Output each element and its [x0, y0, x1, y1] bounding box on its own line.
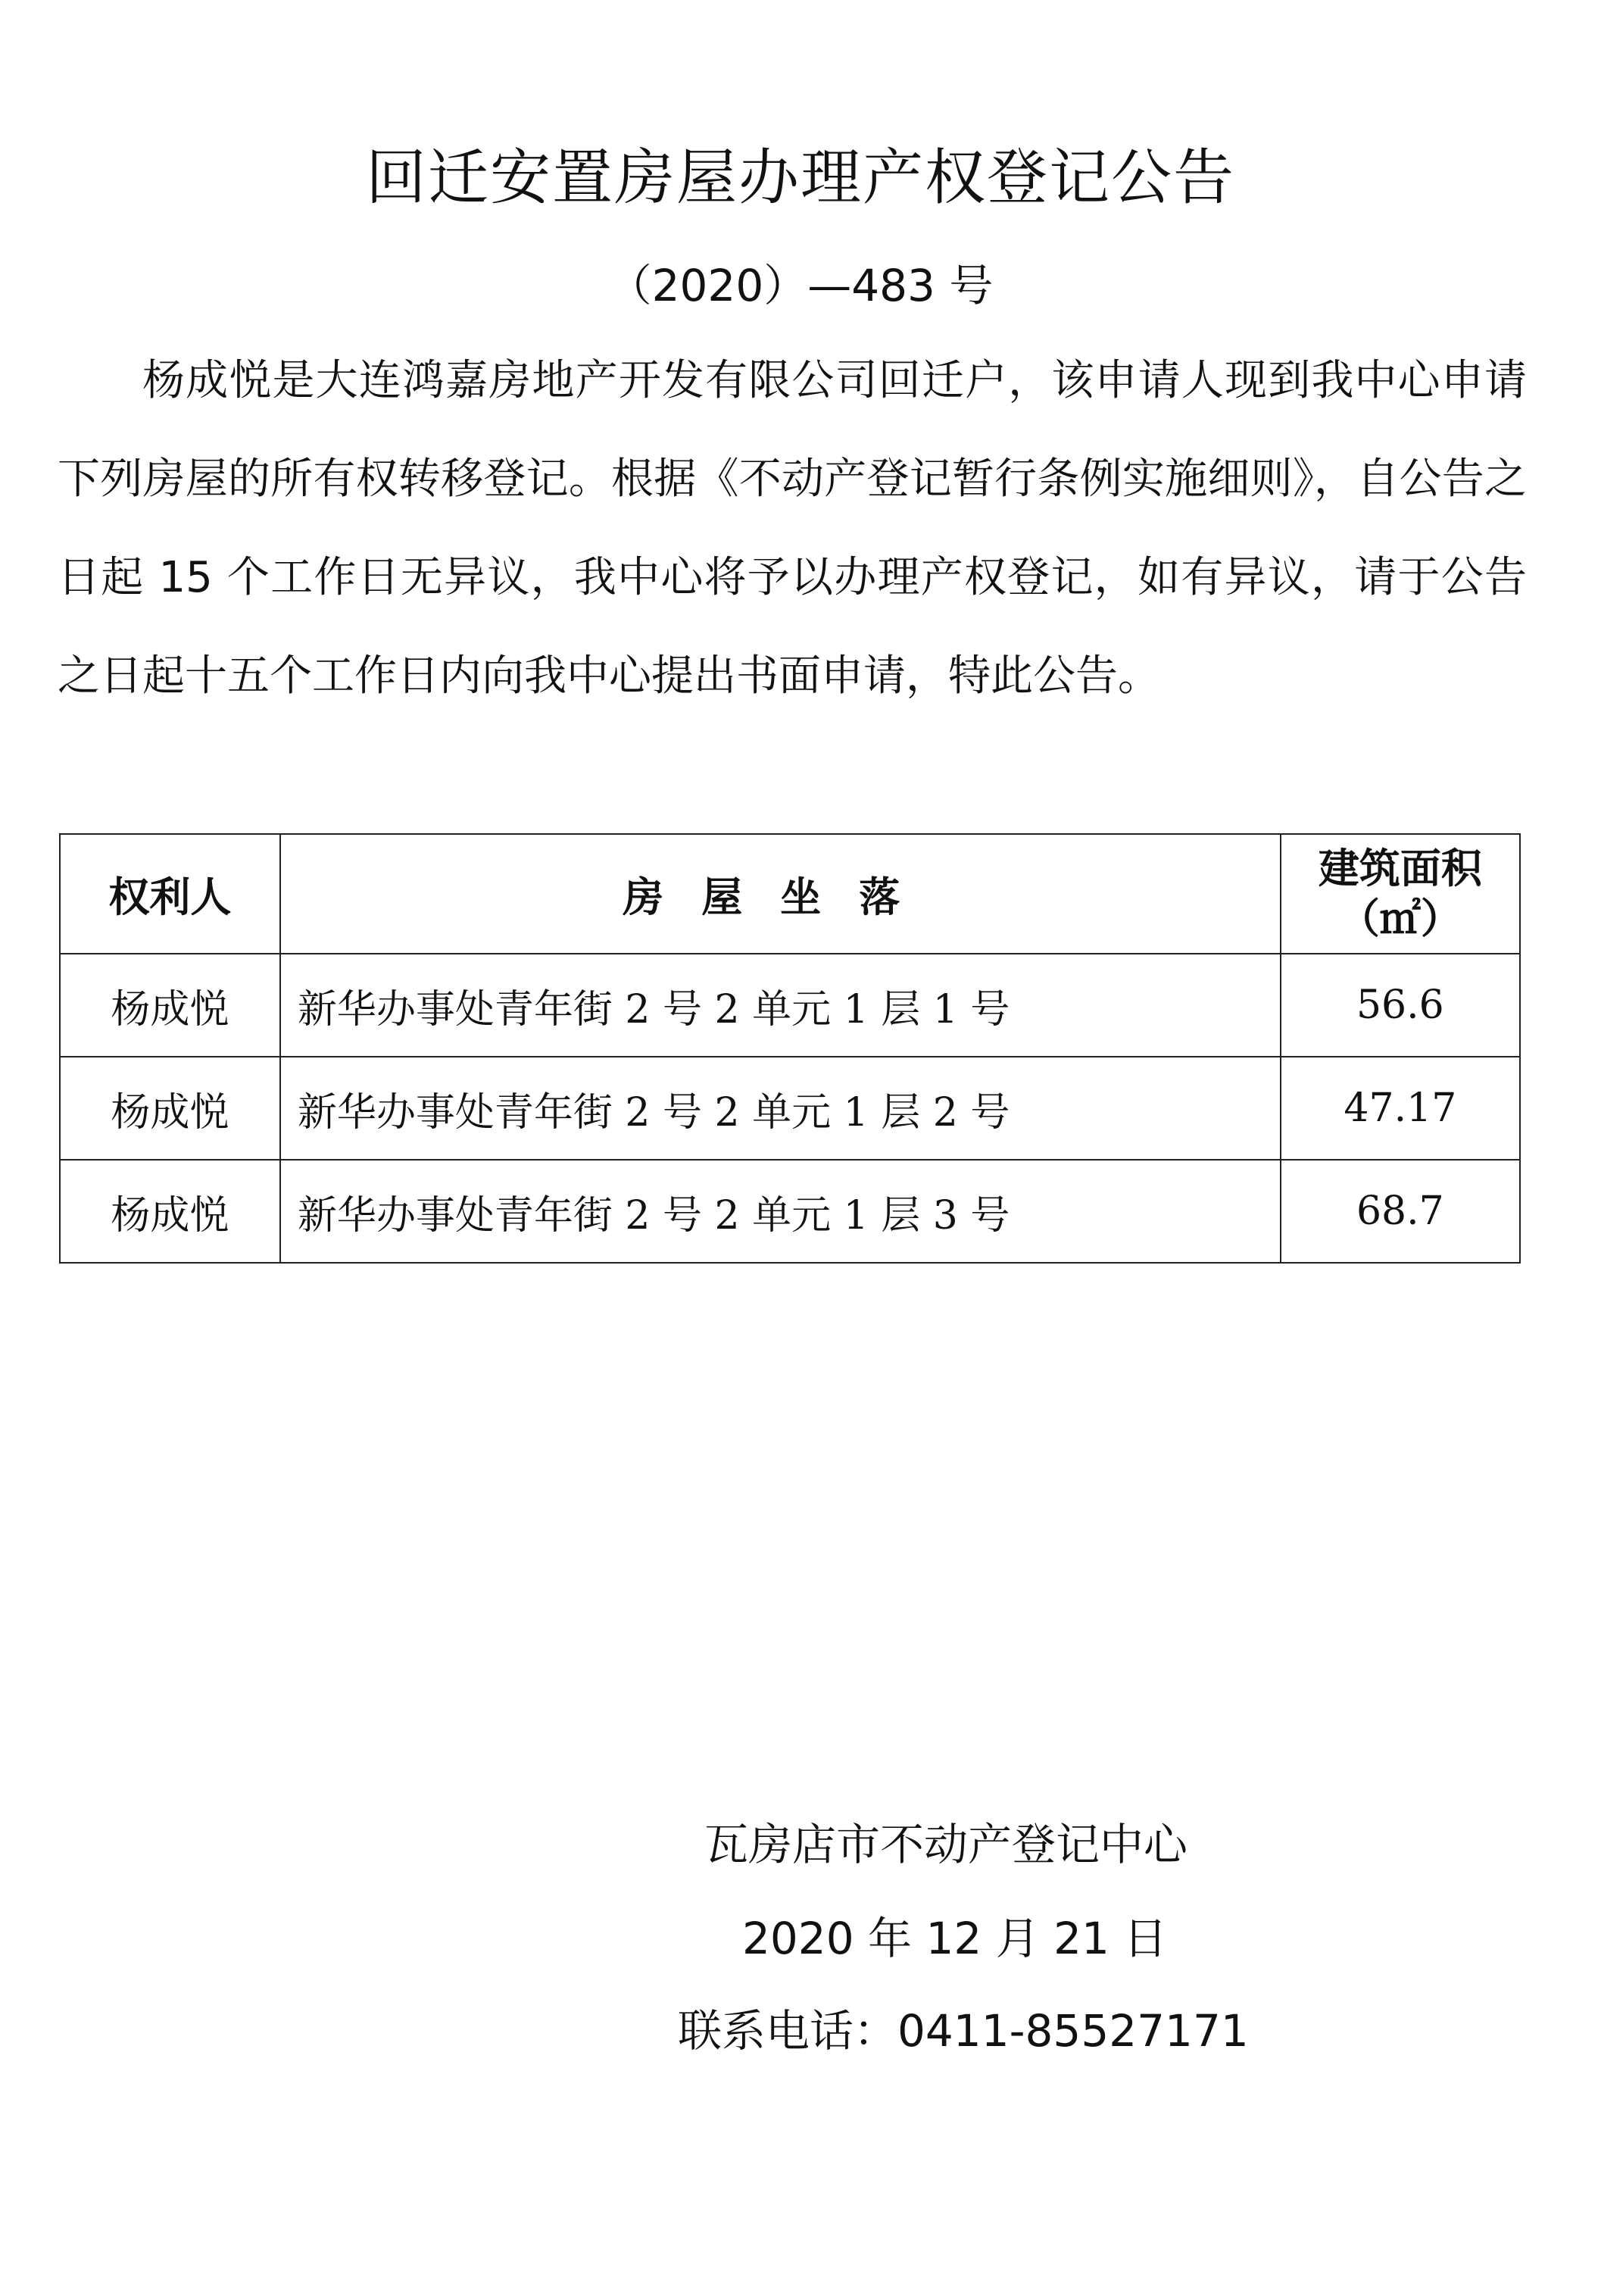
cell-location: 新华办事处青年街 2 号 2 单元 1 层 3 号 [280, 1160, 1281, 1263]
cell-area: 47.17 [1281, 1057, 1520, 1160]
document-number: （2020）—483 号 [607, 260, 994, 311]
notice-title: 回迁安置房屋办理产权登记公告 [366, 142, 1235, 213]
issue-date: 2020 年 12 月 21 日 [742, 1913, 1168, 1964]
table-header-row [60, 834, 1520, 954]
header-area [1281, 834, 1520, 954]
table-row [60, 954, 1520, 1057]
cell-area: 56.6 [1281, 954, 1520, 1057]
cell-holder: 杨成悦 [60, 954, 280, 1057]
cell-location: 新华办事处青年街 2 号 2 单元 1 层 1 号 [280, 954, 1281, 1057]
header-area-unit: （㎡） [1338, 895, 1462, 942]
header-holder [60, 834, 280, 954]
header-holder-label: 权利人 [108, 873, 232, 921]
cell-area: 68.7 [1281, 1160, 1520, 1263]
property-table [59, 833, 1521, 1264]
cell-holder: 杨成悦 [60, 1160, 280, 1263]
cell-holder: 杨成悦 [60, 1057, 280, 1160]
cell-location: 新华办事处青年街 2 号 2 单元 1 层 2 号 [280, 1057, 1281, 1160]
table-row [60, 1057, 1520, 1160]
header-location [280, 834, 1281, 954]
issuer-name: 瓦房店市不动产登记中心 [704, 1819, 1188, 1870]
contact-phone: 联系电话：0411-85527171 [678, 2005, 1249, 2057]
table-row [60, 1160, 1520, 1263]
header-area-label: 建筑面积 [1318, 845, 1482, 892]
notice-body: 杨成悦是大连鸿嘉房地产开发有限公司回迁户，该申请人现到我中心申请下列房屋的所有权转移登记。根据《不动产登记暂行条例实施细则》，自公告之日起 15 个工作日无异议，我中心将予以办理产权登记，如有异议，请于公告之日起十五个工作日内向我中心提出书面申请，特此公告。 [58, 356, 1527, 701]
header-location-label: 房屋坐落 [623, 873, 938, 921]
